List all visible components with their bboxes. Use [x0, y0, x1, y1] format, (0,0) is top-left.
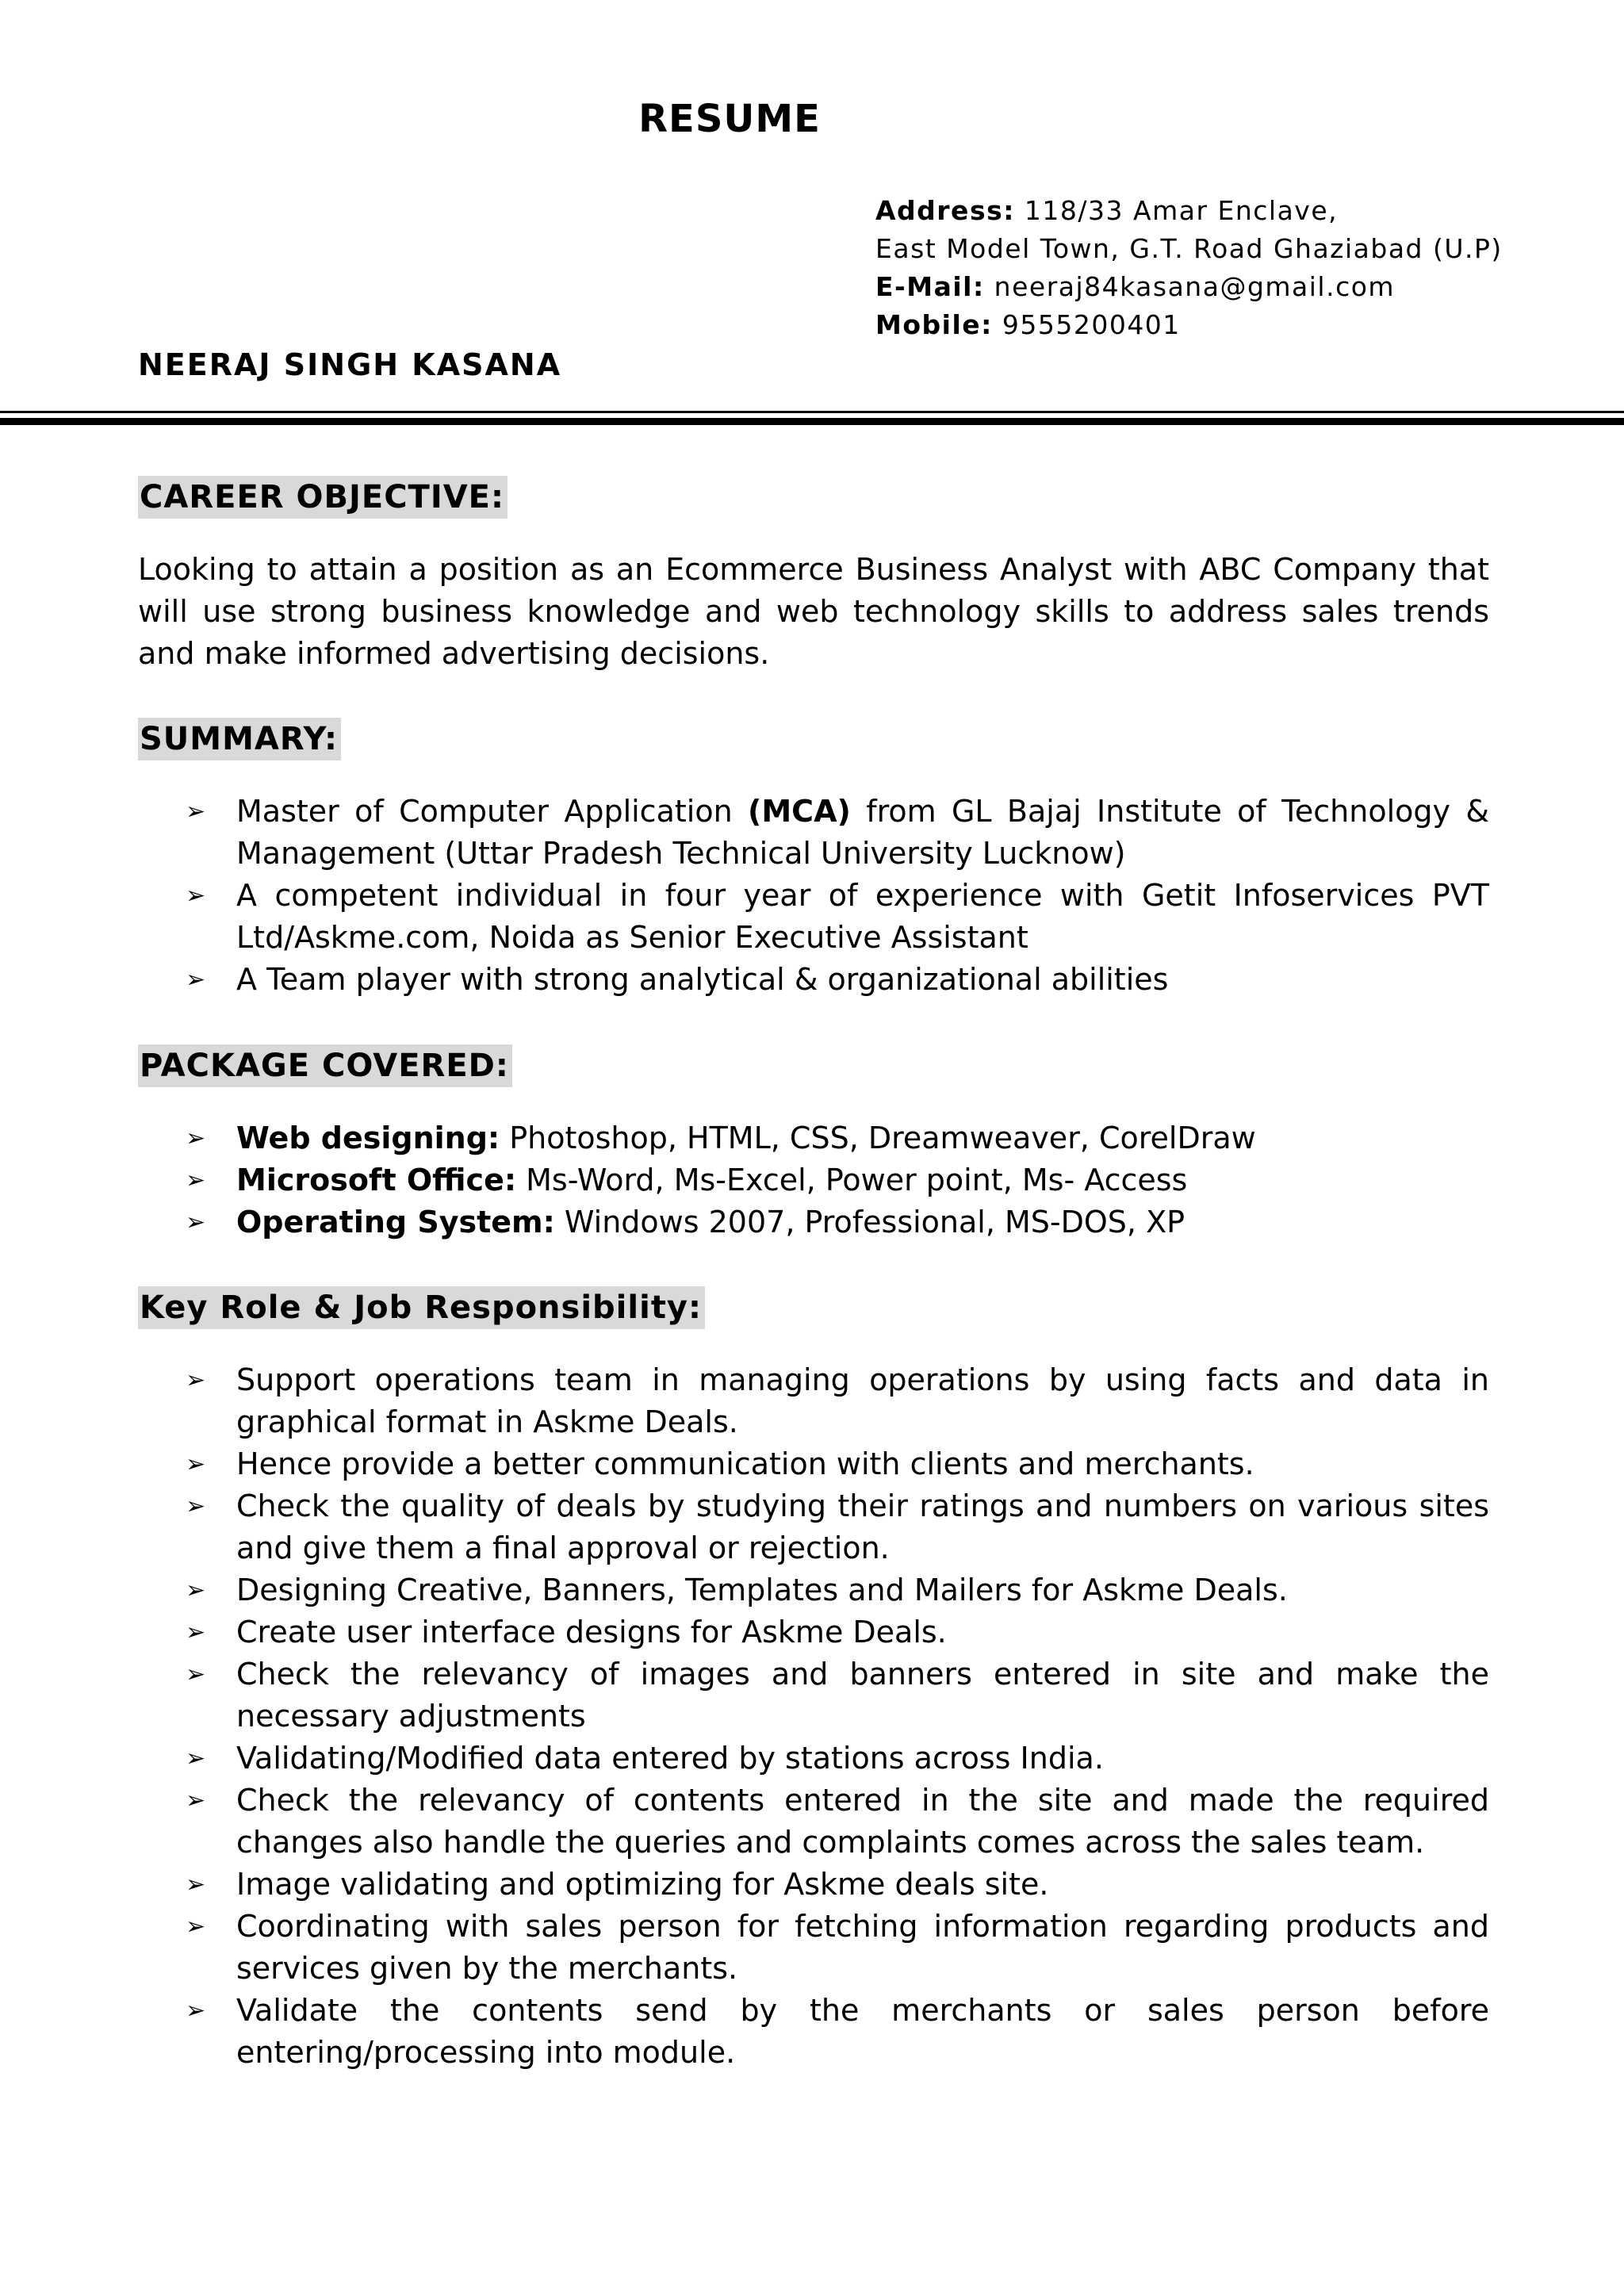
arrow-bullet-icon: ➢	[186, 1787, 206, 1814]
summary-item-text: A competent individual in four year of experience with Getit Infoservices PVT Ltd/Askme.com, Noida as Senior Executive Assistant	[236, 878, 1489, 955]
package-item-value: Photoshop, HTML, CSS, Dreamweaver, CorelDraw	[500, 1121, 1256, 1155]
list-item	[138, 875, 1489, 959]
responsibilities-section	[138, 1286, 1489, 2074]
list-item	[138, 1159, 1489, 1201]
header-divider-thin	[0, 411, 1624, 413]
summary-heading: SUMMARY:	[138, 718, 341, 761]
arrow-bullet-icon: ➢	[186, 1125, 206, 1152]
arrow-bullet-icon: ➢	[186, 1492, 206, 1520]
responsibility-text: Validate the contents send by the merchants or sales person before entering/processing into module.	[236, 1993, 1489, 2070]
page-title: RESUME	[638, 97, 821, 141]
arrow-bullet-icon: ➢	[186, 882, 206, 910]
email-value: neeraj84kasana@gmail.com	[994, 271, 1396, 302]
arrow-bullet-icon: ➢	[186, 1167, 206, 1194]
address-label: Address:	[875, 195, 1015, 226]
package-item-label: Web designing:	[236, 1121, 500, 1155]
email-row	[875, 268, 1510, 306]
responsibility-text: Validating/Modified data entered by stations across India.	[236, 1741, 1104, 1776]
address-row	[875, 192, 1510, 230]
responsibilities-list	[138, 1359, 1489, 2074]
responsibility-text: Check the relevancy of images and banners entered in site and make the necessary adjustments	[236, 1657, 1489, 1734]
list-item	[138, 1780, 1489, 1864]
arrow-bullet-icon: ➢	[186, 1619, 206, 1646]
address-line2: East Model Town, G.T. Road Ghaziabad (U.P)	[875, 233, 1503, 264]
list-item	[138, 1117, 1489, 1159]
package-item-label: Operating System:	[236, 1205, 555, 1239]
list-item	[138, 1864, 1489, 1906]
list-item	[138, 1485, 1489, 1569]
package-item-value: Windows 2007, Professional, MS-DOS, XP	[554, 1205, 1185, 1239]
header-divider-thick	[0, 418, 1624, 425]
responsibilities-heading: Key Role & Job Responsibility:	[138, 1286, 705, 1329]
mobile-label: Mobile:	[875, 309, 993, 340]
list-item	[138, 1443, 1489, 1485]
responsibility-text: Check the quality of deals by studying their ratings and numbers on various sites and give them a final approval or rejection.	[236, 1488, 1489, 1565]
arrow-bullet-icon: ➢	[186, 1871, 206, 1898]
responsibility-text: Designing Creative, Banners, Templates and Mailers for Askme Deals.	[236, 1573, 1288, 1607]
list-item	[138, 959, 1489, 1001]
summary-item-text: A Team player with strong analytical & organizational abilities	[236, 962, 1169, 997]
summary-item-text: Master of Computer Application	[236, 794, 748, 829]
mobile-row	[875, 306, 1510, 344]
responsibility-text: Support operations team in managing operations by using facts and data in graphical format in Askme Deals.	[236, 1362, 1489, 1439]
package-item-label: Microsoft Office:	[236, 1163, 517, 1197]
responsibility-text: Coordinating with sales person for fetching information regarding products and services given by the merchants.	[236, 1909, 1489, 1986]
list-item	[138, 1359, 1489, 1443]
package-list	[138, 1117, 1489, 1243]
arrow-bullet-icon: ➢	[186, 966, 206, 994]
list-item	[138, 1201, 1489, 1243]
summary-item-text: from GL Bajaj Institute of Technology & Management (Uttar Pradesh Technical University Lucknow)	[236, 794, 1489, 871]
responsibility-text: Create user interface designs for Askme Deals.	[236, 1615, 947, 1649]
list-item	[138, 1738, 1489, 1780]
arrow-bullet-icon: ➢	[186, 1366, 206, 1394]
arrow-bullet-icon: ➢	[186, 1450, 206, 1478]
package-covered-section	[138, 1044, 1489, 1243]
list-item	[138, 1906, 1489, 1990]
list-item	[138, 1569, 1489, 1611]
career-objective-text: Looking to attain a position as an Ecommerce Business Analyst with ABC Company that will use strong business knowledge and web technology skills to address sales trends and make informed advertising decisions.	[138, 552, 1489, 671]
arrow-bullet-icon: ➢	[186, 1997, 206, 2025]
package-item-value: Ms-Word, Ms-Excel, Power point, Ms- Access	[516, 1163, 1188, 1197]
career-objective-section	[138, 476, 1489, 675]
list-item	[138, 1990, 1489, 2074]
address-line1: 118/33 Amar Enclave,	[1024, 195, 1339, 226]
email-label: E-Mail:	[875, 271, 985, 302]
list-item	[138, 1653, 1489, 1738]
responsibility-text: Hence provide a better communication with clients and merchants.	[236, 1446, 1254, 1481]
package-covered-heading: PACKAGE COVERED:	[138, 1044, 512, 1087]
career-objective-heading: CAREER OBJECTIVE:	[138, 476, 508, 519]
contact-block	[875, 192, 1510, 344]
summary-section	[138, 718, 1489, 1001]
list-item	[138, 791, 1489, 875]
responsibility-text: Check the relevancy of contents entered in the site and made the required changes also handle the queries and complaints comes across the sales team.	[236, 1783, 1489, 1860]
arrow-bullet-icon: ➢	[186, 1913, 206, 1941]
resume-body	[138, 476, 1489, 2074]
arrow-bullet-icon: ➢	[186, 1209, 206, 1236]
list-item	[138, 1611, 1489, 1653]
arrow-bullet-icon: ➢	[186, 1661, 206, 1688]
candidate-name: NEERAJ SINGH KASANA	[138, 347, 562, 382]
summary-item-bold: (MCA)	[748, 794, 851, 829]
arrow-bullet-icon: ➢	[186, 1577, 206, 1604]
mobile-value: 9555200401	[1002, 309, 1181, 340]
arrow-bullet-icon: ➢	[186, 1745, 206, 1772]
responsibility-text: Image validating and optimizing for Askme deals site.	[236, 1867, 1049, 1902]
summary-list	[138, 791, 1489, 1001]
arrow-bullet-icon: ➢	[186, 798, 206, 826]
